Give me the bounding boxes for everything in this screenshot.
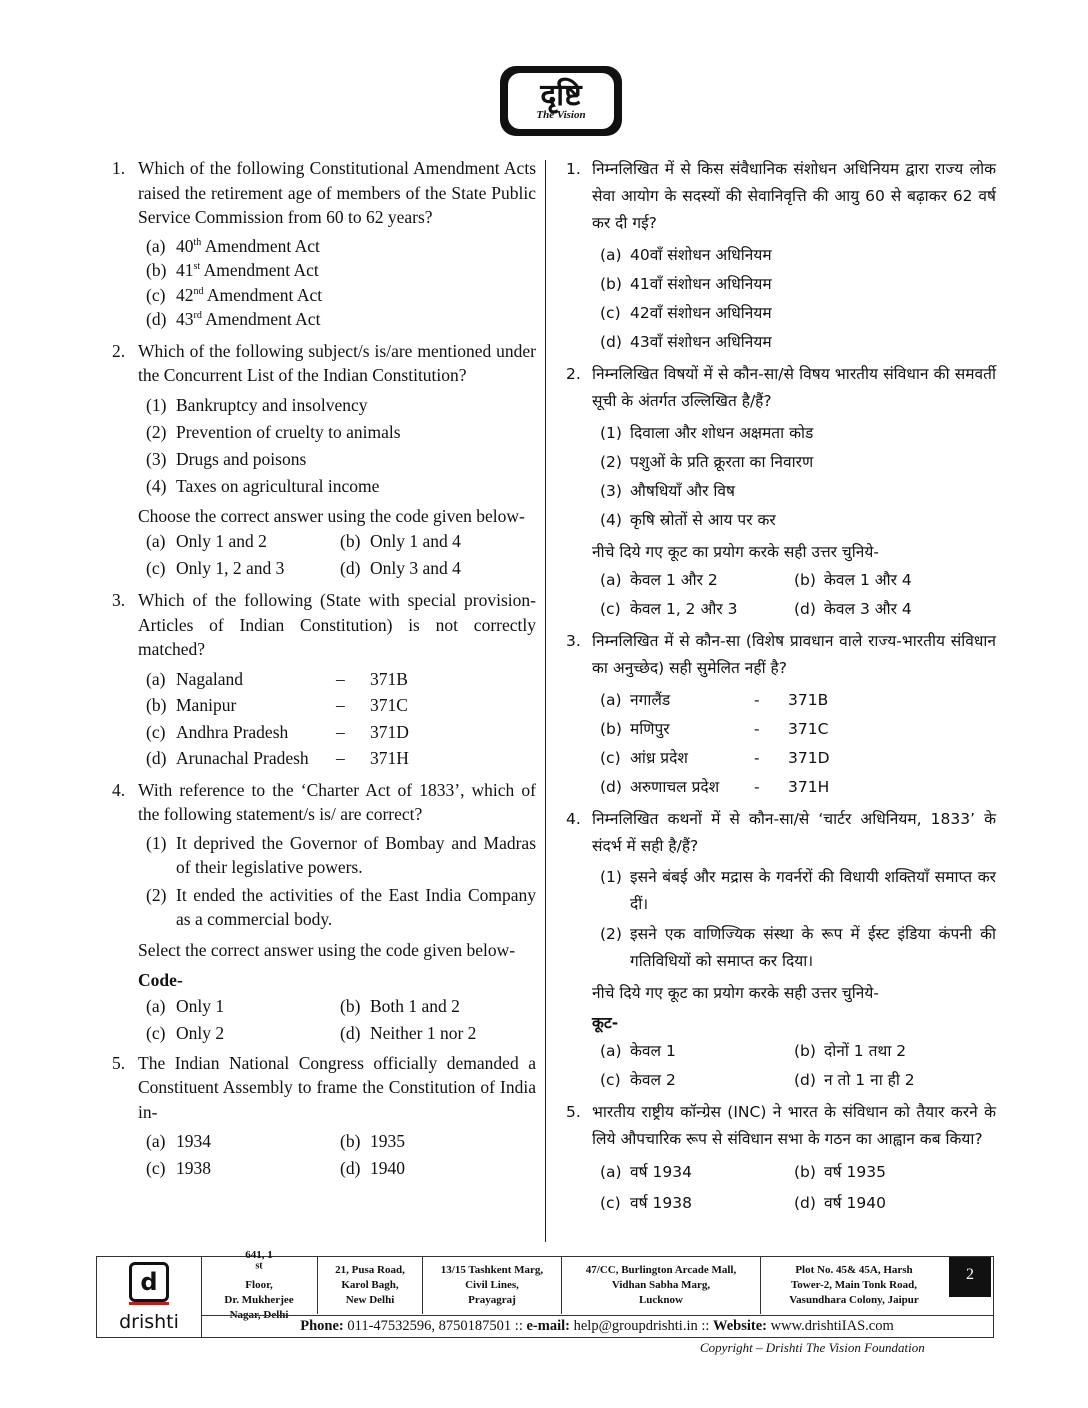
statement: (1) Bankruptcy and insolvency bbox=[146, 394, 368, 415]
option: (b) वर्ष 1935 bbox=[794, 1163, 886, 1181]
question-text: निम्नलिखित कथनों में से कौन-सा/से ‘चार्टर अधिनियम, 1833’ के संदर्भ में सही है/हैं? bbox=[592, 810, 996, 855]
english-column bbox=[112, 156, 536, 1182]
option: (a) केवल 1 bbox=[600, 1042, 676, 1060]
footer-brand-name: drishti bbox=[119, 1310, 179, 1333]
address-prayagraj: 13/15 Tashkent Marg, Civil Lines, Prayagraj bbox=[423, 1257, 562, 1314]
option: (a) Only 1 bbox=[146, 995, 225, 1016]
option: (b) 1935 bbox=[340, 1131, 405, 1151]
option: (a) Only 1 and 2 bbox=[146, 531, 267, 551]
footer bbox=[96, 1249, 994, 1338]
option: (d) 1940 bbox=[340, 1158, 405, 1178]
question-number: 5. bbox=[566, 1103, 581, 1121]
option: (c) केवल 2 bbox=[600, 1071, 676, 1089]
statement: (2) Prevention of cruelty to animals bbox=[146, 421, 401, 442]
option: (b) 41वाँ संशोधन अधिनियम bbox=[600, 275, 772, 293]
email-link[interactable]: help@groupdrishti.in :: bbox=[569, 1318, 714, 1334]
address-lucknow: 47/CC, Burlington Arcade Mall, Vidhan Sabha Marg, Lucknow bbox=[562, 1257, 761, 1314]
options-grid bbox=[146, 528, 536, 582]
code-label: Code- bbox=[138, 970, 183, 990]
question-text: निम्नलिखित विषयों में से कौन-सा/से विषय भारतीय संविधान की समवर्ती सूची के अंतर्गत उल्लिखित है/हैं? bbox=[592, 365, 996, 410]
question-5-en bbox=[112, 1051, 536, 1125]
question-number: 3. bbox=[566, 632, 581, 650]
question-2-en bbox=[112, 339, 536, 388]
question-1-en bbox=[112, 156, 536, 230]
copyright-text: Copyright – Drishti The Vision Foundation bbox=[700, 1340, 925, 1355]
statement: (1) इसने बंबई और मद्रास के गवर्नरों की विधायी शक्तियाँ समाप्त कर दीं। bbox=[600, 868, 996, 913]
statement: (2) इसने एक वाणिज्यिक संस्था के रूप में ईस्ट इंडिया कंपनी की गतिविधियों को समाप्त कर दिया। bbox=[600, 925, 996, 970]
instruction-text: Choose the correct answer using the code given below- bbox=[138, 505, 525, 526]
question-2-hi bbox=[566, 361, 996, 415]
option: (d) न तो 1 ना ही 2 bbox=[794, 1071, 915, 1089]
question-number: 4. bbox=[566, 810, 581, 828]
footer-logo bbox=[97, 1257, 202, 1337]
statement: (2) पशुओं के प्रति क्रूरता का निवारण bbox=[600, 453, 814, 471]
option: (a) 40वाँ संशोधन अधिनियम bbox=[600, 246, 772, 264]
option: (c) वर्ष 1938 bbox=[600, 1194, 692, 1212]
option: (c) केवल 1, 2 और 3 bbox=[600, 600, 738, 618]
options-grid bbox=[146, 993, 536, 1047]
instruction-text: नीचे दिये गए कूट का प्रयोग करके सही उत्तर चुनिये- bbox=[592, 984, 879, 1002]
options-grid bbox=[600, 1157, 996, 1219]
option: (b) 41st Amendment Act bbox=[146, 260, 319, 280]
option: (c) 1938 bbox=[146, 1158, 211, 1178]
option: (a) केवल 1 और 2 bbox=[600, 571, 718, 589]
statement: (3) औषधियाँ और विष bbox=[600, 482, 736, 500]
question-3-hi bbox=[566, 628, 996, 682]
option: (b) Both 1 and 2 bbox=[340, 995, 460, 1016]
option: (c) 42nd Amendment Act bbox=[146, 284, 323, 305]
option: (b) केवल 1 और 4 bbox=[794, 571, 912, 589]
column-divider bbox=[545, 160, 546, 1242]
logo-subtitle: The Vision bbox=[536, 109, 586, 121]
logo-inner bbox=[508, 73, 614, 129]
question-number: 1. bbox=[566, 160, 581, 178]
option: (b) दोनों 1 तथा 2 bbox=[794, 1042, 907, 1060]
question-text: निम्नलिखित में से कौन-सा (विशेष प्रावधान वाले राज्य-भारतीय संविधान का अनुच्छेद) सही सुमेलित नहीं है? bbox=[592, 632, 996, 677]
statement: (4) कृषि स्रोतों से आय पर कर bbox=[600, 511, 776, 529]
option: (c) 42वाँ संशोधन अधिनियम bbox=[600, 304, 772, 322]
option: (d) केवल 3 और 4 bbox=[794, 600, 912, 618]
question-text: निम्नलिखित में से किस संवैधानिक संशोधन अधिनियम द्वारा राज्य लोक सेवा आयोग के सदस्यों की सेवानिवृत्ति की आयु 60 से बढ़ाकर 62 वर्ष कर दी गई? bbox=[592, 160, 996, 232]
option: (a) 1934 bbox=[146, 1131, 211, 1151]
question-text: Which of the following subject/s is/are mentioned under the Concurrent List of the Indian Constitution? bbox=[138, 340, 536, 385]
question-number: 4. bbox=[112, 779, 126, 800]
instruction-text: नीचे दिये गए कूट का प्रयोग करके सही उत्तर चुनिये- bbox=[592, 543, 879, 561]
options-grid bbox=[600, 566, 996, 624]
option: (b) Only 1 and 4 bbox=[340, 531, 461, 551]
page-number: 2 bbox=[949, 1257, 991, 1297]
question-text: The Indian National Congress officially demanded a Constituent Assembly to frame the Constitution of India in- bbox=[138, 1052, 536, 1122]
question-number: 2. bbox=[112, 340, 126, 361]
address-jaipur: Plot No. 45& 45A, Harsh Tower-2, Main Tonk Road, Vasundhara Colony, Jaipur bbox=[789, 1264, 919, 1306]
question-number: 3. bbox=[112, 590, 126, 610]
statement: (2) It ended the activities of the East India Company as a commercial body. bbox=[146, 884, 536, 929]
question-5-hi bbox=[566, 1099, 996, 1153]
question-text: भारतीय राष्ट्रीय कॉन्ग्रेस (INC) ने भारत के संविधान को तैयार करने के लिये औपचारिक रूप से संविधान सभा के गठन का आह्वान कब किया? bbox=[592, 1103, 996, 1148]
address-delhi-mukherjee: 641, 1 $^{st}$ Floor, Dr. Mukherjee Nagar, Delhi bbox=[201, 1257, 318, 1314]
website-link[interactable]: www.drishtiIAS.com bbox=[767, 1318, 894, 1334]
option: (d) वर्ष 1940 bbox=[794, 1194, 886, 1212]
statement: (1) It deprived the Governor of Bombay and Madras of their legislative powers. bbox=[146, 832, 536, 877]
address-karol-bagh: 21, Pusa Road, Karol Bagh, New Delhi bbox=[318, 1257, 423, 1314]
question-text: With reference to the ‘Charter Act of 1833’, which of the following statement/s is/ are correct? bbox=[138, 779, 536, 824]
options-list bbox=[600, 241, 996, 357]
contact-row: Phone: 011-47532596, 8750187501 :: e-mail: help@groupdrishti.in :: Website: www.drishtiIAS.com bbox=[201, 1315, 993, 1338]
option: (d) 43rd Amendment Act bbox=[146, 309, 321, 329]
question-text: Which of the following Constitutional Amendment Acts raised the retirement age of members of the State Public Service Commission from 60 to 62 years? bbox=[138, 158, 536, 227]
option: (d) 43वाँ संशोधन अधिनियम bbox=[600, 333, 772, 351]
drishti-d-icon: d bbox=[129, 1262, 169, 1302]
question-4-hi bbox=[566, 806, 996, 860]
option: (a) वर्ष 1934 bbox=[600, 1163, 692, 1181]
options-grid bbox=[600, 1037, 996, 1095]
question-text: Which of the following (State with special provision-Articles of Indian Constitution) is not correctly matched? bbox=[138, 590, 536, 659]
question-number: 5. bbox=[112, 1052, 126, 1073]
option: (d) Neither 1 nor 2 bbox=[340, 1022, 477, 1043]
statement-list bbox=[600, 419, 996, 535]
question-4-en bbox=[112, 778, 536, 827]
match-table: (a) Nagaland – 371B (b) Manipur – 371C (c) Andhra Pradesh – 371D (d) Arunachal Pradesh – 371H bbox=[146, 668, 409, 768]
question-1-hi bbox=[566, 156, 996, 237]
statement: (1) दिवाला और शोधन अक्षमता कोड bbox=[600, 424, 814, 442]
question-number: 1. bbox=[112, 158, 126, 178]
options-grid bbox=[146, 1128, 536, 1182]
option: (a) 40th Amendment Act bbox=[146, 235, 320, 256]
logo-main-text: दृष्टि bbox=[540, 78, 582, 113]
question-number: 2. bbox=[566, 365, 581, 383]
statement-list bbox=[146, 392, 536, 500]
instruction-text: Select the correct answer using the code given below- bbox=[138, 939, 516, 960]
question-3-en bbox=[112, 588, 536, 662]
option: (c) Only 1, 2 and 3 bbox=[146, 558, 285, 578]
code-label: कूट- bbox=[592, 1014, 619, 1032]
statement: (4) Taxes on agricultural income bbox=[146, 475, 380, 496]
statement: (3) Drugs and poisons bbox=[146, 448, 307, 469]
drishti-logo bbox=[500, 66, 622, 136]
option: (d) Only 3 and 4 bbox=[340, 558, 461, 578]
match-table: (a) नगालैंड - 371B (b) मणिपुर - 371C (c) आंध्र प्रदेश - 371D (d) अरुणाचल प्रदेश - 371H bbox=[600, 691, 830, 796]
hindi-column bbox=[566, 156, 996, 1219]
option: (c) Only 2 bbox=[146, 1022, 225, 1043]
options-list bbox=[146, 234, 536, 332]
